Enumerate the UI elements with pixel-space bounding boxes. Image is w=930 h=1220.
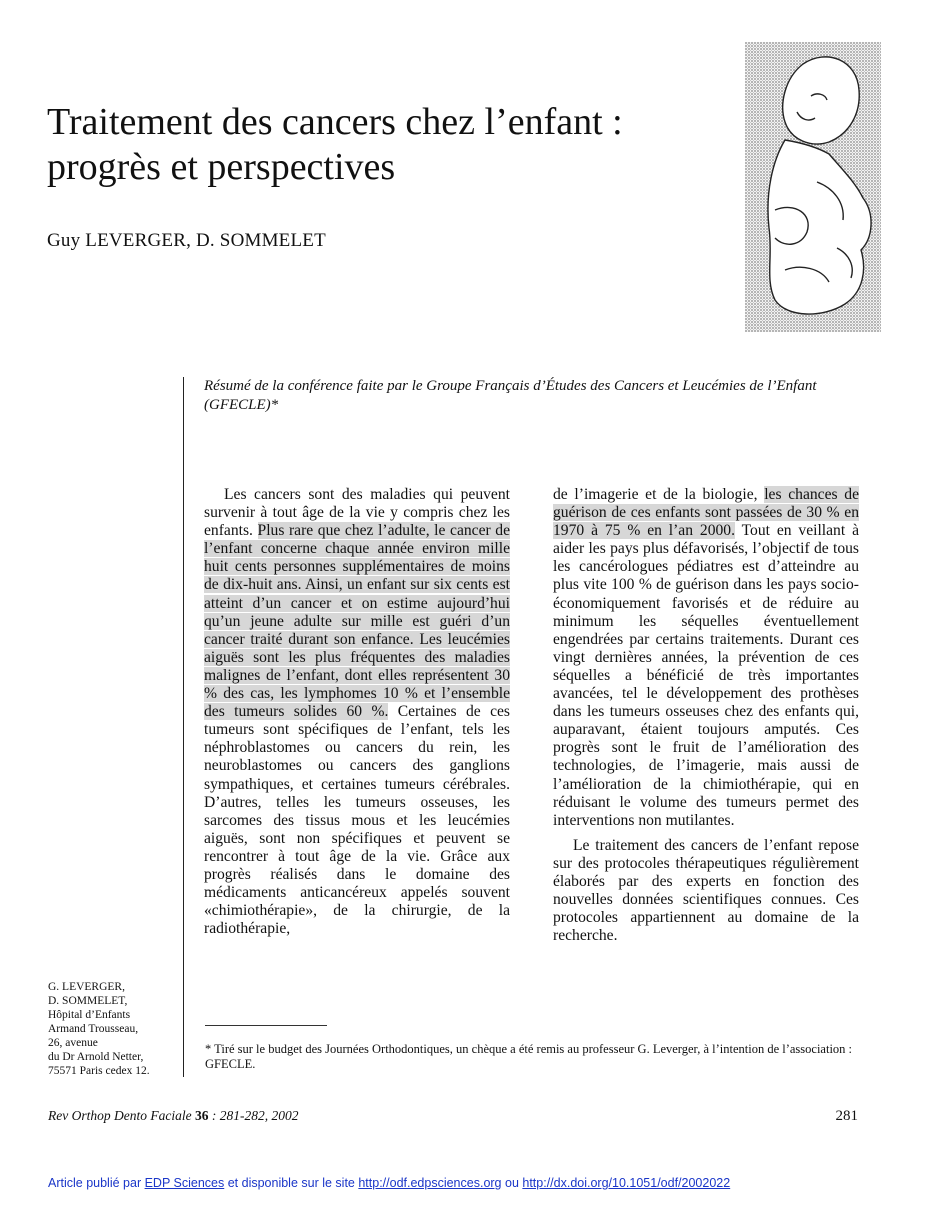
paragraph-1-rest: Certaines de ces tumeurs sont spécifiques de l’enfant, tels les néphroblastomes ou cancers du rein, les neuroblastomes ou cancers des ganglions sympathiques, et certaines tumeurs cérébrales. D’autres, telles les tumeurs osseuses, les sarcomes des tissus mous et les leucémies aiguës, sont non spécifiques et peuvent se rencontrer à tout âge de la vie. Grâce aux progrès réalisés dans le domaine des médicaments anticancéreux appelés souvent «chimiothérapie», de la chirurgie, de la radiothérapie, (204, 703, 510, 938)
journal-citation (48, 1108, 298, 1124)
banner-text: ou (501, 1176, 523, 1190)
paragraph-1-intro: Les cancers sont des maladies qui peuvent survenir à tout âge de la vie y compris chez les enfants. (204, 486, 510, 540)
journal-name: Rev Orthop Dento Faciale (48, 1108, 195, 1123)
margin-rule (183, 377, 184, 1077)
title-line-1: Traitement des cancers chez l’enfant : (47, 101, 623, 143)
paragraph-2-rest: Tout en veillant à aider les pays plus défavorisés, l’objectif de tous les cancérologues pédiatres est d’atteindre au plus vite 100 % de guérison dans les pays socio-économiquement favorisés et de réduire au minimum les séquelles éventuellement engendrées par certains traitements. Durant ces vingt dernières années, la prévention de ces séquelles a bénéficié de très importantes avancées, tel le développement des prothèses dans les tumeurs osseuses chez des enfants qui, auparavant, étaient toujours amputés. Ces progrès sont le fruit de l’amélioration des technologies, de l’imagerie, mais aussi de l’amélioration de la chimiothérapie, qui en réduisant le volume des tumeurs permet des interventions non mutilantes. (553, 522, 859, 829)
paragraph-1 (204, 486, 510, 938)
paragraph-2 (553, 486, 859, 830)
affiliation-line: Hôpital d’Enfants (48, 1009, 131, 1021)
affiliation-line: D. SOMMELET, (48, 995, 128, 1007)
page-number: 281 (835, 1108, 858, 1124)
affiliation-line: Armand Trousseau, (48, 1023, 139, 1035)
abstract: Résumé de la conférence faite par le Groupe Français d’Études des Cancers et Leucémies de l’Enfant (GFECLE)* (204, 378, 817, 413)
child-sketch-icon (745, 42, 881, 332)
article-title (47, 100, 727, 190)
footnote: * Tiré sur le budget des Journées Orthodontiques, un chèque a été remis au professeur G. Leverger, à l’intention de l’association : GFECLE. (205, 1042, 853, 1071)
body-column-left (204, 486, 510, 938)
affiliation-line: 75571 Paris cedex 12. (48, 1065, 150, 1077)
title-line-2: progrès et perspectives (47, 146, 396, 188)
affiliation-line: 26, avenue (48, 1037, 98, 1049)
edp-sciences-link[interactable]: EDP Sciences (144, 1176, 225, 1190)
journal-pages: : 281-282, 2002 (208, 1108, 299, 1123)
highlighted-passage: Plus rare que chez l’adulte, le cancer de l’enfant concerne chaque année environ mille huit cents personnes supplémentaires de moins de dix-huit ans. Ainsi, un enfant sur six cents est atteint d’un cancer et on estime aujourd’hui qu’un jeune adulte sur mille est guéri d’un cancer traité durant son enfance. Les leucémies aiguës sont les plus fréquentes des maladies malignes de l’enfant, dont elles représentent 30 % des cas, les lymphomes 10 % et l’ensemble des tumeurs solides 60 %. (204, 522, 511, 721)
banner-text: Article publié par (48, 1176, 145, 1190)
journal-volume: 36 (194, 1108, 209, 1123)
banner-text: et disponible sur le site (224, 1176, 359, 1190)
paragraph-3: Le traitement des cancers de l’enfant repose sur des protocoles thérapeutiques régulièrement élaborés par des experts en fonction des nouvelles données scientifiques connues. Ces protocoles appartiennent au domaine de la recherche. (553, 836, 859, 945)
affiliation-line: du Dr Arnold Netter, (48, 1051, 144, 1063)
highlighted-passage: les chances de guérison de ces enfants sont passées de 30 % en 1970 à 75 % en l’an 2000. (553, 486, 860, 540)
doi-link[interactable]: http://dx.doi.org/10.1051/odf/2002022 (522, 1176, 731, 1190)
affiliation-line: G. LEVERGER, (48, 981, 125, 993)
authors: Guy LEVERGER, D. SOMMELET (47, 230, 326, 251)
body-column-right (553, 486, 859, 945)
author-affiliation (48, 980, 173, 1078)
footnote-rule (205, 1025, 327, 1026)
publisher-banner (48, 1176, 730, 1190)
paragraph-2-intro: de l’imagerie et de la biologie, (553, 486, 765, 503)
journal-site-link[interactable]: http://odf.edpsciences.org (358, 1176, 502, 1190)
